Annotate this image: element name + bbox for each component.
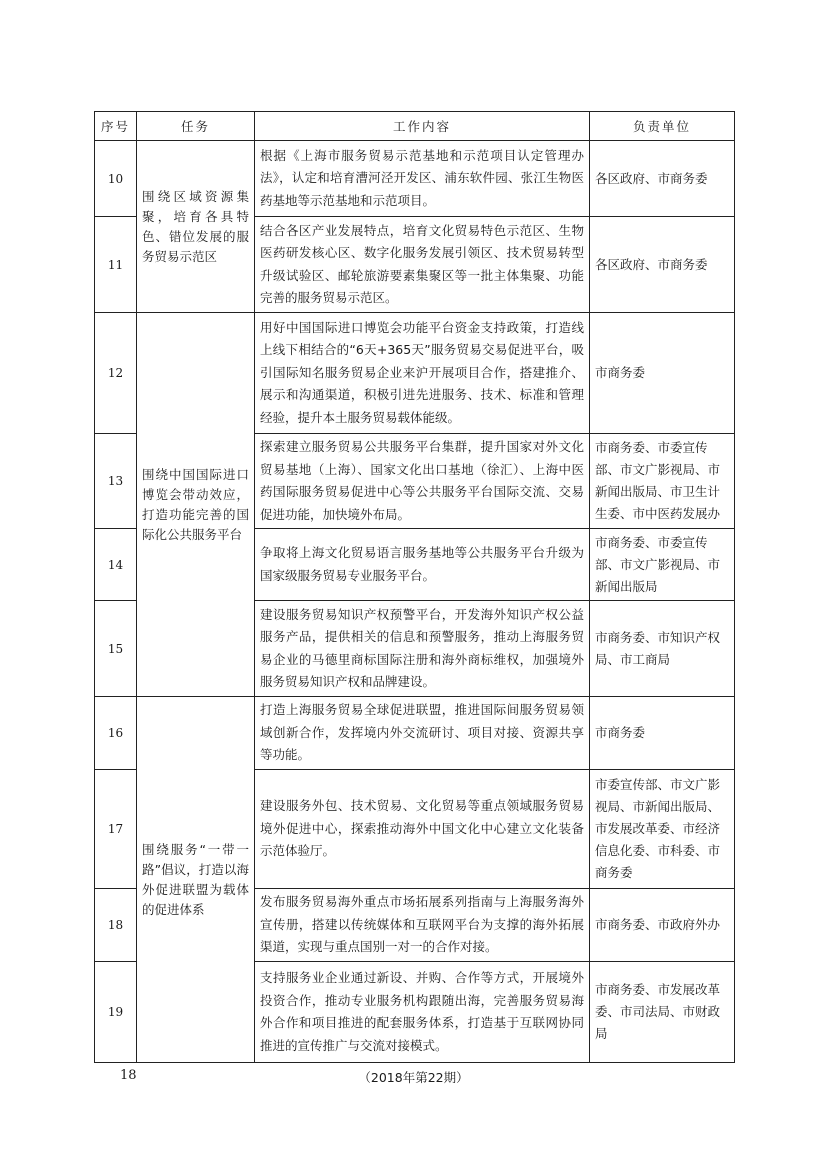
unit-cell: 市委宣传部、市文广影视局、市新闻出版局、市发展改革委、市经济信息化委、市科委、市商务委 xyxy=(590,770,735,889)
issue-label: （2018年第22期） xyxy=(358,1070,469,1085)
work-plan-table xyxy=(94,111,735,1063)
content-cell: 用好中国国际进口博览会功能平台资金支持政策，打造线上线下相结合的“6天+365天”服务贸易交易促进平台，吸引国际知名服务贸易企业来沪开展项目合作，搭建推介、展示和沟通渠道，积极引进先进服务、技术、标准和管理经验，提升本土服务贸易载体能级。 xyxy=(255,313,590,434)
row-number: 14 xyxy=(95,529,137,601)
header-task: 任务 xyxy=(137,112,255,141)
unit-cell: 市商务委、市政府外办 xyxy=(590,889,735,962)
content-cell: 打造上海服务贸易全球促进联盟，推进国际间服务贸易领域创新合作，发挥境内外交流研讨、项目对接、资源共享等功能。 xyxy=(255,697,590,770)
content-cell: 争取将上海文化贸易语言服务基地等公共服务平台升级为国家级服务贸易专业服务平台。 xyxy=(255,529,590,601)
page-number: 18 xyxy=(120,1068,137,1083)
row-number: 13 xyxy=(95,434,137,529)
task-cell: 围绕区域资源集聚，培育各具特色、错位发展的服务贸易示范区 xyxy=(137,141,255,313)
content-cell: 根据《上海市服务贸易示范基地和示范项目认定管理办法》，认定和培育漕河泾开发区、浦东软件园、张江生物医药基地等示范基地和示范项目。 xyxy=(255,141,590,217)
unit-cell: 市商务委、市发展改革委、市司法局、市财政局 xyxy=(590,962,735,1063)
header-unit: 负责单位 xyxy=(590,112,735,141)
table-header-row xyxy=(95,112,735,141)
task-cell: 围绕服务“一带一路”倡议，打造以海外促进联盟为载体的促进体系 xyxy=(137,697,255,1063)
header-no: 序号 xyxy=(95,112,137,141)
row-number: 18 xyxy=(95,889,137,962)
row-number: 15 xyxy=(95,601,137,697)
row-number: 12 xyxy=(95,313,137,434)
content-cell: 支持服务业企业通过新设、并购、合作等方式，开展境外投资合作，推动专业服务机构跟随出海，完善服务贸易海外合作和项目推进的配套服务体系，打造基于互联网协同推进的宣传推广与交流对接模式。 xyxy=(255,962,590,1063)
row-number: 11 xyxy=(95,217,137,313)
unit-cell: 市商务委 xyxy=(590,697,735,770)
content-cell: 结合各区产业发展特点，培育文化贸易特色示范区、生物医药研发核心区、数字化服务发展引领区、技术贸易转型升级试验区、邮轮旅游要素集聚区等一批主体集聚、功能完善的服务贸易示范区。 xyxy=(255,217,590,313)
content-cell: 发布服务贸易海外重点市场拓展系列指南与上海服务海外宣传册，搭建以传统媒体和互联网平台为支撑的海外拓展渠道，实现与重点国别一对一的合作对接。 xyxy=(255,889,590,962)
row-number: 10 xyxy=(95,141,137,217)
content-cell: 探索建立服务贸易公共服务平台集群，提升国家对外文化贸易基地（上海）、国家文化出口基地（徐汇）、上海中医药国际服务贸易促进中心等公共服务平台国际交流、交易促进功能，加快境外布局。 xyxy=(255,434,590,529)
row-number: 16 xyxy=(95,697,137,770)
table-row xyxy=(95,697,735,770)
unit-cell: 各区政府、市商务委 xyxy=(590,141,735,217)
task-cell: 围绕中国国际进口博览会带动效应，打造功能完善的国际化公共服务平台 xyxy=(137,313,255,697)
unit-cell: 市商务委、市知识产权局、市工商局 xyxy=(590,601,735,697)
row-number: 19 xyxy=(95,962,137,1063)
table-row xyxy=(95,141,735,217)
content-cell: 建设服务贸易知识产权预警平台，开发海外知识产权公益服务产品，提供相关的信息和预警服务，推动上海服务贸易企业的马德里商标国际注册和海外商标维权，加强境外服务贸易知识产权和品牌建设。 xyxy=(255,601,590,697)
unit-cell: 市商务委 xyxy=(590,313,735,434)
content-cell: 建设服务外包、技术贸易、文化贸易等重点领域服务贸易境外促进中心，探索推动海外中国文化中心建立文化装备示范体验厅。 xyxy=(255,770,590,889)
row-number: 17 xyxy=(95,770,137,889)
unit-cell: 市商务委、市委宣传部、市文广影视局、市新闻出版局 xyxy=(590,529,735,601)
unit-cell: 各区政府、市商务委 xyxy=(590,217,735,313)
header-content: 工作内容 xyxy=(255,112,590,141)
table-row xyxy=(95,313,735,434)
unit-cell: 市商务委、市委宣传部、市文广影视局、市新闻出版局、市卫生计生委、市中医药发展办 xyxy=(590,434,735,529)
